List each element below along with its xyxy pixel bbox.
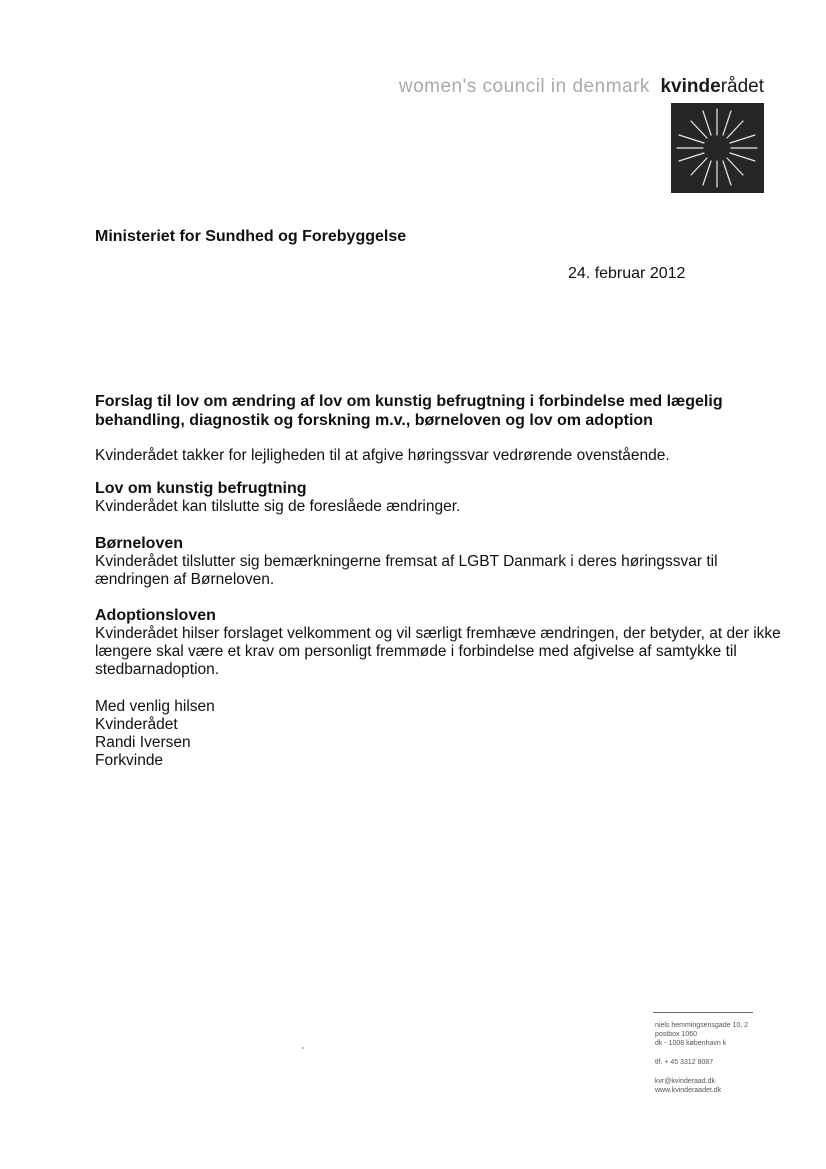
footer-contact [655,1077,721,1095]
letterhead-tagline [399,76,764,98]
section-heading: Adoptionsloven [95,607,216,624]
footer-address [655,1021,748,1048]
tagline-english: women's council in denmark [398,76,650,97]
section-text: stedbarnadoption. [95,661,220,678]
letter-date: 24. februar 2012 [568,265,686,282]
signer-title: Forkvinde [95,752,164,769]
section-heading: Børneloven [95,535,184,552]
section-text: længere skal være et krav om personligt fremmøde i forbindelse med afgivelse af samtykke til [95,643,737,660]
closing-signature [95,698,805,770]
sunburst-logo-icon [671,103,764,193]
section-borneloven [95,535,805,589]
brand-name-regular: rådet [720,76,764,97]
section-text: ændringen af Børneloven. [95,571,275,588]
section-heading: Lov om kunstig befrugtning [95,480,307,497]
footer-website: www.kvinderaadet.dk [655,1087,722,1094]
subject-line: behandling, diagnostik og forskning m.v., børneloven og lov om adoption [95,412,653,429]
intro-paragraph: Kvinderådet takker for lejligheden til at afgive høringssvar vedrørende ovenstående. [95,447,670,464]
footer-address-line: niels hemmingsensgade 10, 2 [655,1022,749,1029]
brand-name-bold: kvinde [660,76,721,97]
footer-phone: tlf. + 45 3312 8087 [655,1059,714,1066]
section-adoptionsloven [95,607,805,679]
section-text: Kvinderådet tilslutter sig bemærkningerne fremsat af LGBT Danmark i deres høringssvar til [95,553,718,570]
section-kunstig-befrugtning [95,480,805,516]
section-text: Kvinderådet kan tilslutte sig de foreslåede ændringer. [95,498,461,515]
signer-name: Randi Iversen [95,734,191,751]
footer-address-line: postbox 1060 [655,1031,698,1038]
subject-line: Forslag til lov om ændring af lov om kunstig befrugtning i forbindelse med lægelig [95,393,723,410]
subject-heading [95,392,755,430]
closing-org: Kvinderådet [95,716,178,733]
kvinderaadet-logo [671,103,764,193]
footer-address-line: dk - 1008 københavn k [655,1040,727,1047]
recipient: Ministeriet for Sundhed og Forebyggelse [95,228,407,245]
closing-greeting: Med venlig hilsen [95,698,215,715]
scan-speck [302,1047,304,1049]
footer-divider [653,1012,753,1013]
section-text: Kvinderådet hilser forslaget velkomment og vil særligt fremhæve ændringen, der betyder, at der ikke [95,625,781,642]
footer-email: kvr@kvinderaad.dk [655,1078,716,1085]
